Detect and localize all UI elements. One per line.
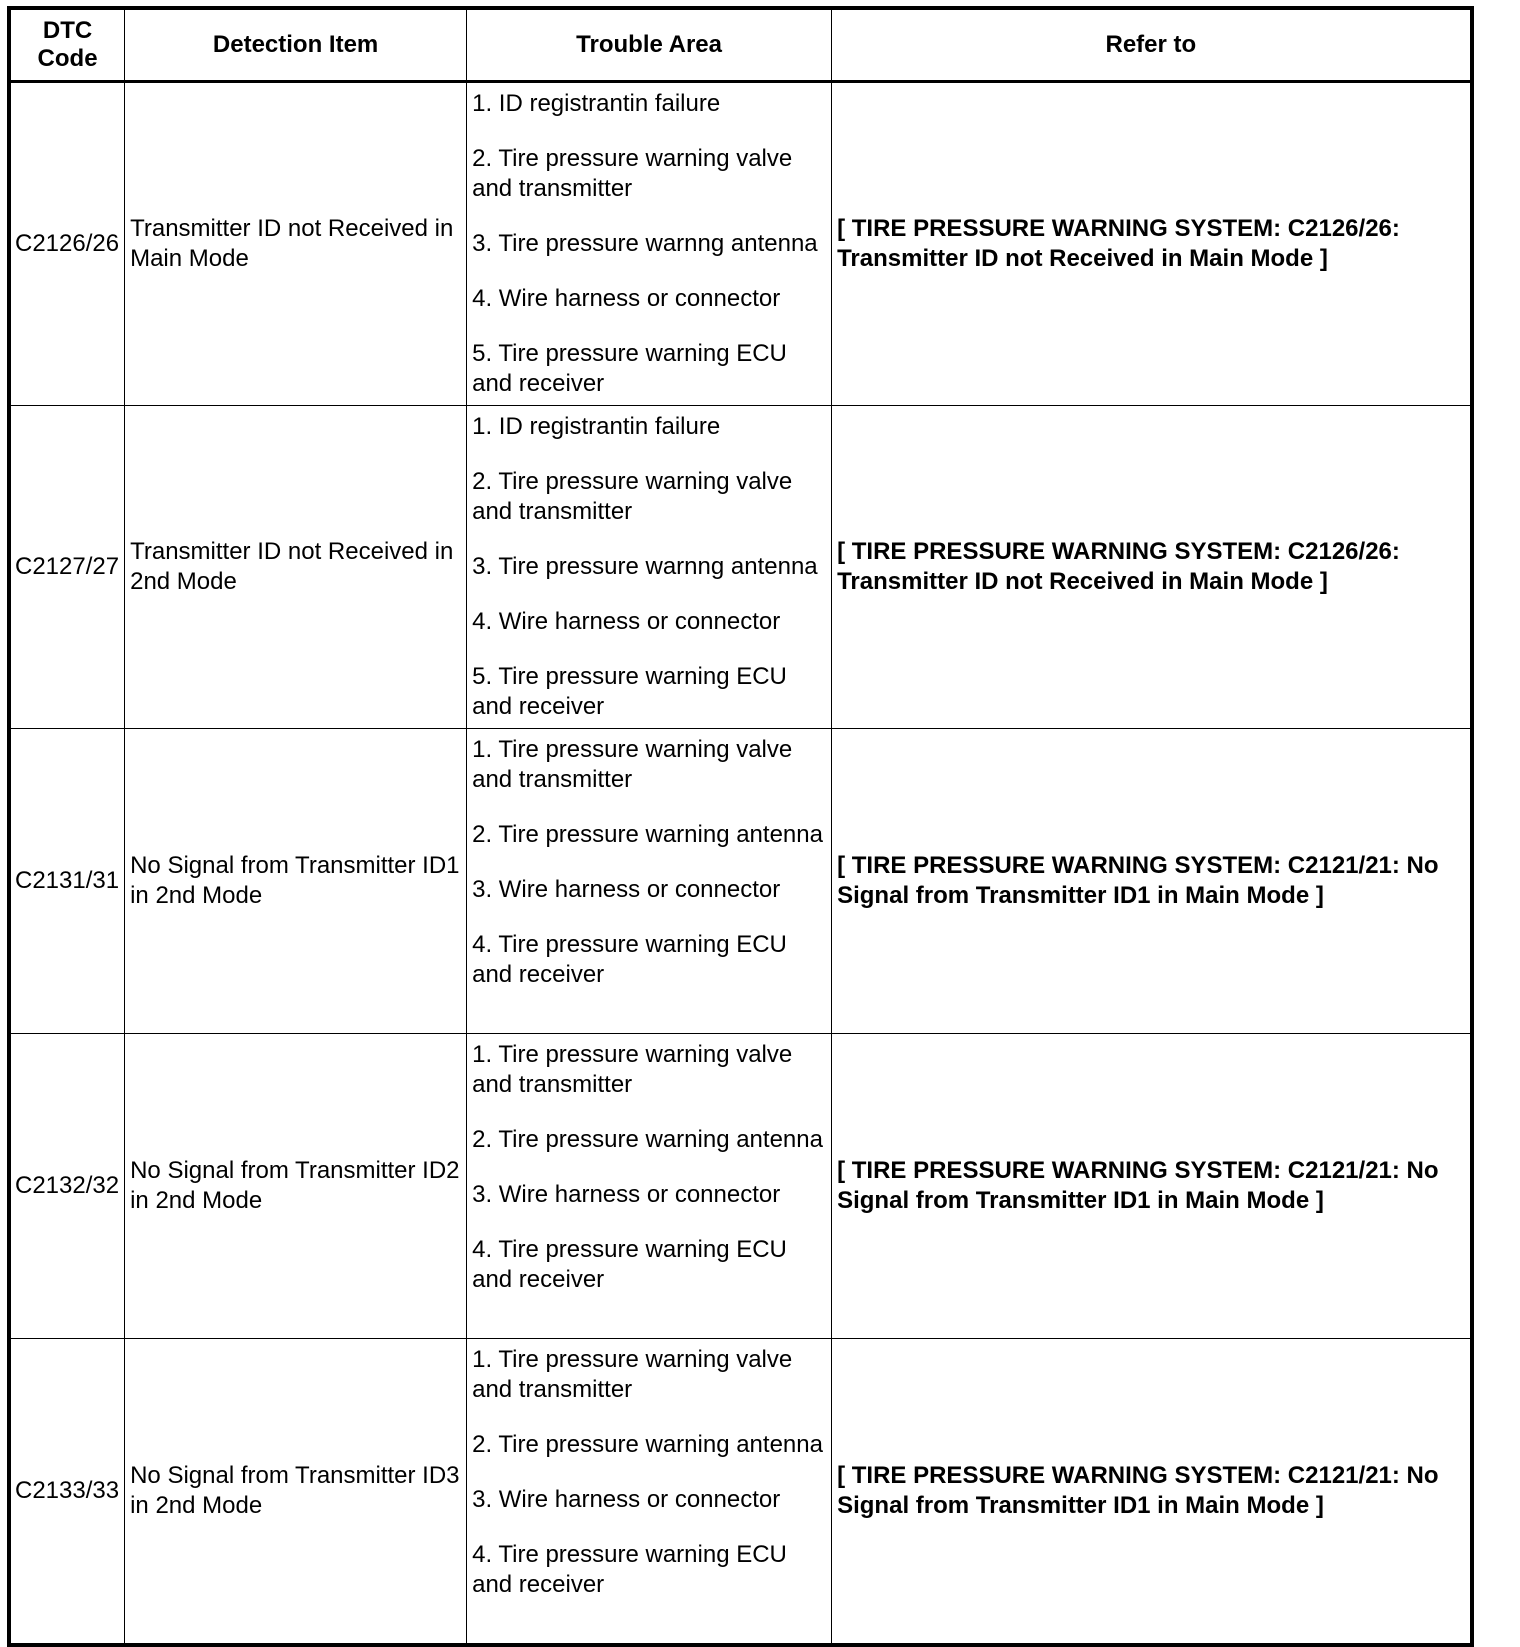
detection-item-cell: Transmitter ID not Received in 2nd Mode: [125, 406, 467, 729]
trouble-area-cell: [467, 82, 832, 406]
refer-to-link[interactable]: [ TIRE PRESSURE WARNING SYSTEM: C2121/21: No Signal from Transmitter ID1 in Main Mode ]: [832, 1034, 1472, 1339]
trouble-area-item: 1. Tire pressure warning valve and transmitter: [472, 1346, 793, 1403]
trouble-area-item: 1. ID registrantin failure: [472, 413, 721, 440]
refer-to-link[interactable]: [ TIRE PRESSURE WARNING SYSTEM: C2126/26: Transmitter ID not Received in Main Mode ]: [832, 406, 1472, 729]
detection-item-cell: No Signal from Transmitter ID1 in 2nd Mode: [125, 729, 467, 1034]
trouble-area-item: 1. ID registrantin failure: [472, 90, 721, 117]
refer-to-link[interactable]: [ TIRE PRESSURE WARNING SYSTEM: C2121/21: No Signal from Transmitter ID1 in Main Mode ]: [832, 1339, 1472, 1646]
trouble-area-item: 1. Tire pressure warning valve and transmitter: [472, 1041, 793, 1098]
trouble-area-item: 3. Tire pressure warnng antenna: [472, 553, 818, 580]
trouble-area-item: 5. Tire pressure warning ECU and receiver: [472, 340, 787, 397]
detection-item-cell: No Signal from Transmitter ID3 in 2nd Mode: [125, 1339, 467, 1646]
trouble-area-item: 2. Tire pressure warning valve and transmitter: [472, 468, 793, 525]
header-detection-item: Detection Item: [125, 8, 467, 82]
header-dtc-code: DTC Code: [9, 8, 125, 82]
header-refer-to: Refer to: [832, 8, 1472, 82]
trouble-area-item: 2. Tire pressure warning valve and transmitter: [472, 145, 793, 202]
header-trouble-area: Trouble Area: [467, 8, 832, 82]
trouble-area-item: 3. Wire harness or connector: [472, 1486, 781, 1513]
trouble-area-item: 4. Tire pressure warning ECU and receiver: [472, 931, 787, 988]
detection-item-cell: Transmitter ID not Received in Main Mode: [125, 82, 467, 406]
table-row: [9, 1339, 1472, 1646]
header-row: [9, 8, 1472, 82]
dtc-code-cell: C2131/31: [9, 729, 125, 1034]
trouble-area-item: 3. Tire pressure warnng antenna: [472, 230, 818, 257]
dtc-code-cell: C2132/32: [9, 1034, 125, 1339]
table-row: [9, 729, 1472, 1034]
dtc-code-cell: C2133/33: [9, 1339, 125, 1646]
trouble-area-cell: [467, 1034, 832, 1339]
trouble-area-item: 1. Tire pressure warning valve and transmitter: [472, 736, 793, 793]
dtc-code-cell: C2126/26: [9, 82, 125, 406]
trouble-area-item: 2. Tire pressure warning antenna: [472, 1126, 823, 1153]
trouble-area-item: 4. Tire pressure warning ECU and receiver: [472, 1236, 787, 1293]
refer-to-link[interactable]: [ TIRE PRESSURE WARNING SYSTEM: C2121/21: No Signal from Transmitter ID1 in Main Mode ]: [832, 729, 1472, 1034]
trouble-area-item: 4. Wire harness or connector: [472, 608, 781, 635]
refer-to-link[interactable]: [ TIRE PRESSURE WARNING SYSTEM: C2126/26: Transmitter ID not Received in Main Mode ]: [832, 82, 1472, 406]
trouble-area-item: 5. Tire pressure warning ECU and receiver: [472, 663, 787, 720]
table-row: [9, 82, 1472, 406]
trouble-area-item: 4. Wire harness or connector: [472, 285, 781, 312]
trouble-area-item: 2. Tire pressure warning antenna: [472, 1431, 823, 1458]
dtc-table: [7, 6, 1474, 1647]
table-row: [9, 1034, 1472, 1339]
trouble-area-item: 3. Wire harness or connector: [472, 1181, 781, 1208]
detection-item-cell: No Signal from Transmitter ID2 in 2nd Mode: [125, 1034, 467, 1339]
trouble-area-cell: [467, 406, 832, 729]
trouble-area-item: 2. Tire pressure warning antenna: [472, 821, 823, 848]
trouble-area-cell: [467, 1339, 832, 1646]
trouble-area-cell: [467, 729, 832, 1034]
trouble-area-item: 4. Tire pressure warning ECU and receiver: [472, 1541, 787, 1598]
trouble-area-item: 3. Wire harness or connector: [472, 876, 781, 903]
dtc-code-cell: C2127/27: [9, 406, 125, 729]
table-row: [9, 406, 1472, 729]
